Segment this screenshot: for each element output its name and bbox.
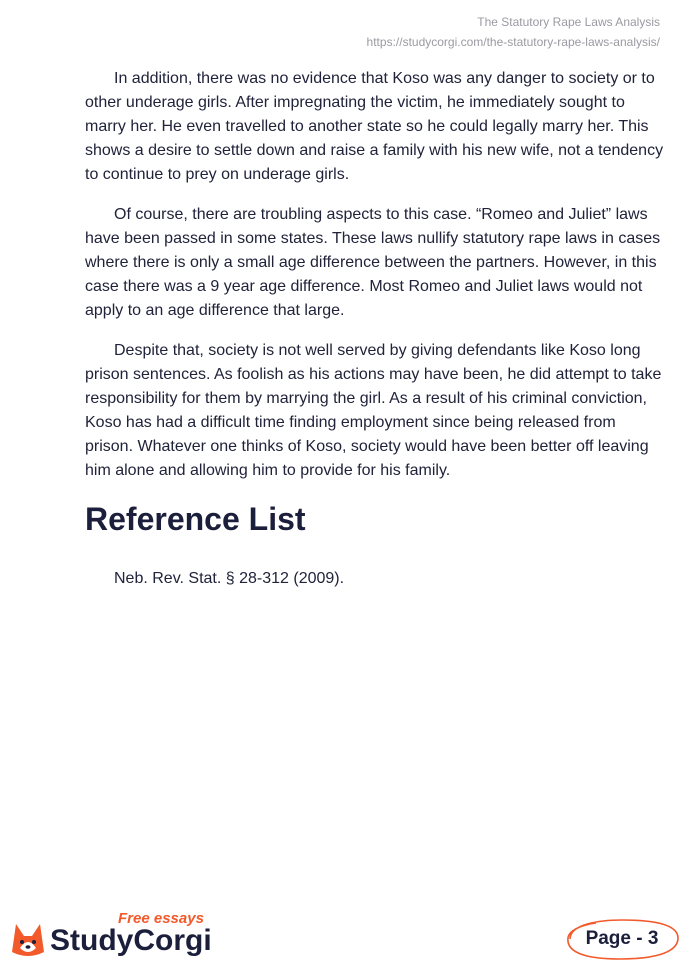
document-title: The Statutory Rape Laws Analysis [477,15,660,29]
page-number: Page - 3 [585,928,659,949]
paragraph-3: Despite that, society is not well served by giving defendants like Koso long prison sentences. As foolish as his actions may have been, he did attempt to take responsibility for them by marrying the girl. As a result of his criminal conviction, Koso has had a difficult time finding employment since being released from prison. Whatever one thinks of Koso, society would have been better off leaving him alone and allowing him to provide for his family. [85,342,662,479]
essay-content [85,67,665,591]
page-header [367,12,660,52]
logo-wordmark: StudyCorgi [50,924,212,957]
document-url[interactable]: https://studycorgi.com/the-statutory-rape-laws-analysis/ [366,35,660,49]
reference-heading: Reference List [85,501,306,537]
paragraph-2: Of course, there are troubling aspects to this case. “Romeo and Juliet” laws have been passed in some states. These laws nullify statutory rape laws in cases where there is only a small age difference between the partners. However, in this case there was a 9 year age difference. Most Romeo and Juliet laws would not apply to an age difference that large. [85,206,661,319]
reference-item: Neb. Rev. Stat. § 28-312 (2009). [114,570,345,587]
corgi-icon [8,918,48,958]
paragraph-1: In addition, there was no evidence that Koso was any danger to society or to other underage girls. After impregnating the victim, he immediately sought to marry her. He even travelled to another state so he could legally marry her. This shows a desire to settle down and raise a family with his new wife, not a tendency to continue to prey on underage girls. [85,70,664,183]
logo-tagline: Free essays [118,910,204,927]
